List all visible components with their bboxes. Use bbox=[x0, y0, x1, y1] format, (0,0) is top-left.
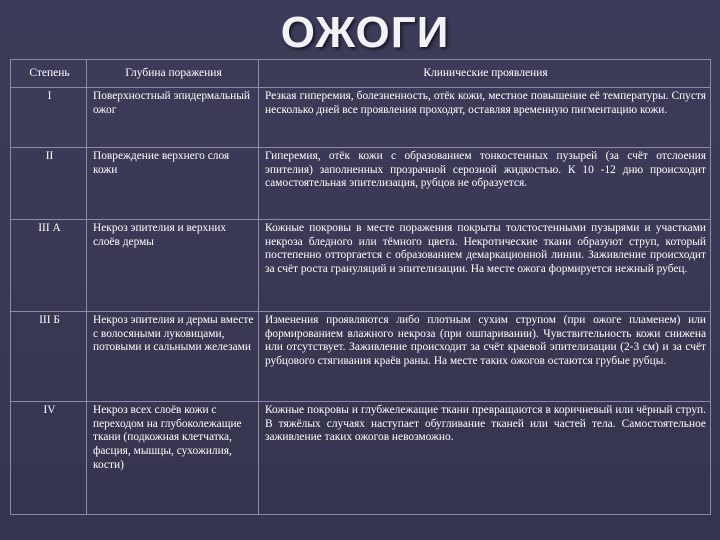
row-degree: III Б bbox=[11, 312, 87, 402]
table-row bbox=[11, 220, 711, 312]
row-clinical: Кожные покровы и глубжележащие ткани превращаются в коричневый или чёрный струп. В тяжёлых случаях наступает обугливание тканей или частей тела. Самостоятельное заживление таких ожогов невозможно. bbox=[259, 402, 711, 515]
header-clinical: Клинические проявления bbox=[259, 60, 711, 88]
row-clinical: Гиперемия, отёк кожи с образованием тонкостенных пузырей (за счёт отслоения эпителия) заполненных прозрачной серозной жидкостью. К 10 -12 дню происходит самостоятельная эпителизация, рубцов не образуется. bbox=[259, 148, 711, 220]
header-degree: Степень bbox=[11, 60, 87, 88]
row-degree: I bbox=[11, 88, 87, 148]
table-row bbox=[11, 88, 711, 148]
table-row bbox=[11, 312, 711, 402]
row-clinical: Кожные покровы в месте поражения покрыты толстостенными пузырями и участками некроза бледного или тёмного цвета. Некротические ткани образуют струп, который постепенно отторгается с образованием демаркационной линии. Заживление происходит за счёт роста грануляций и эпителизации. На месте ожога формируется нежный рубец. bbox=[259, 220, 711, 312]
row-clinical: Изменения проявляются либо плотным сухим струпом (при ожоге пламенем) или формированием влажного некроза (при ошпаривании). Чувствительность кожи снижена или отсутствует. Заживление происходит за счёт краевой эпителизации (2-3 см) и за счёт рубцового стягивания краёв раны. На месте таких ожогов остаются грубые рубцы. bbox=[259, 312, 711, 402]
burns-table bbox=[10, 59, 711, 515]
row-depth: Некроз всех слоёв кожи с переходом на глубоколежащие ткани (подкожная клетчатка, фасция, мышцы, сухожилия, кости) bbox=[87, 402, 259, 515]
row-degree: II bbox=[11, 148, 87, 220]
row-degree: IV bbox=[11, 402, 87, 515]
table-row bbox=[11, 148, 711, 220]
row-depth: Поверхностный эпидермальный ожог bbox=[87, 88, 259, 148]
table-row bbox=[11, 402, 711, 515]
header-depth: Глубина поражения bbox=[87, 60, 259, 88]
row-degree: III А bbox=[11, 220, 87, 312]
row-depth: Некроз эпителия и верхних слоёв дермы bbox=[87, 220, 259, 312]
table-header-row bbox=[11, 60, 711, 88]
row-clinical: Резкая гиперемия, болезненность, отёк кожи, местное повышение её температуры. Спустя несколько дней все проявления проходят, оставляя временную пигментацию кожи. bbox=[259, 88, 711, 148]
row-depth: Повреждение верхнего слоя кожи bbox=[87, 148, 259, 220]
row-depth: Некроз эпителия и дермы вместе с волосяными луковицами, потовыми и сальными железами bbox=[87, 312, 259, 402]
page-title: ОЖОГИ bbox=[280, 8, 450, 57]
